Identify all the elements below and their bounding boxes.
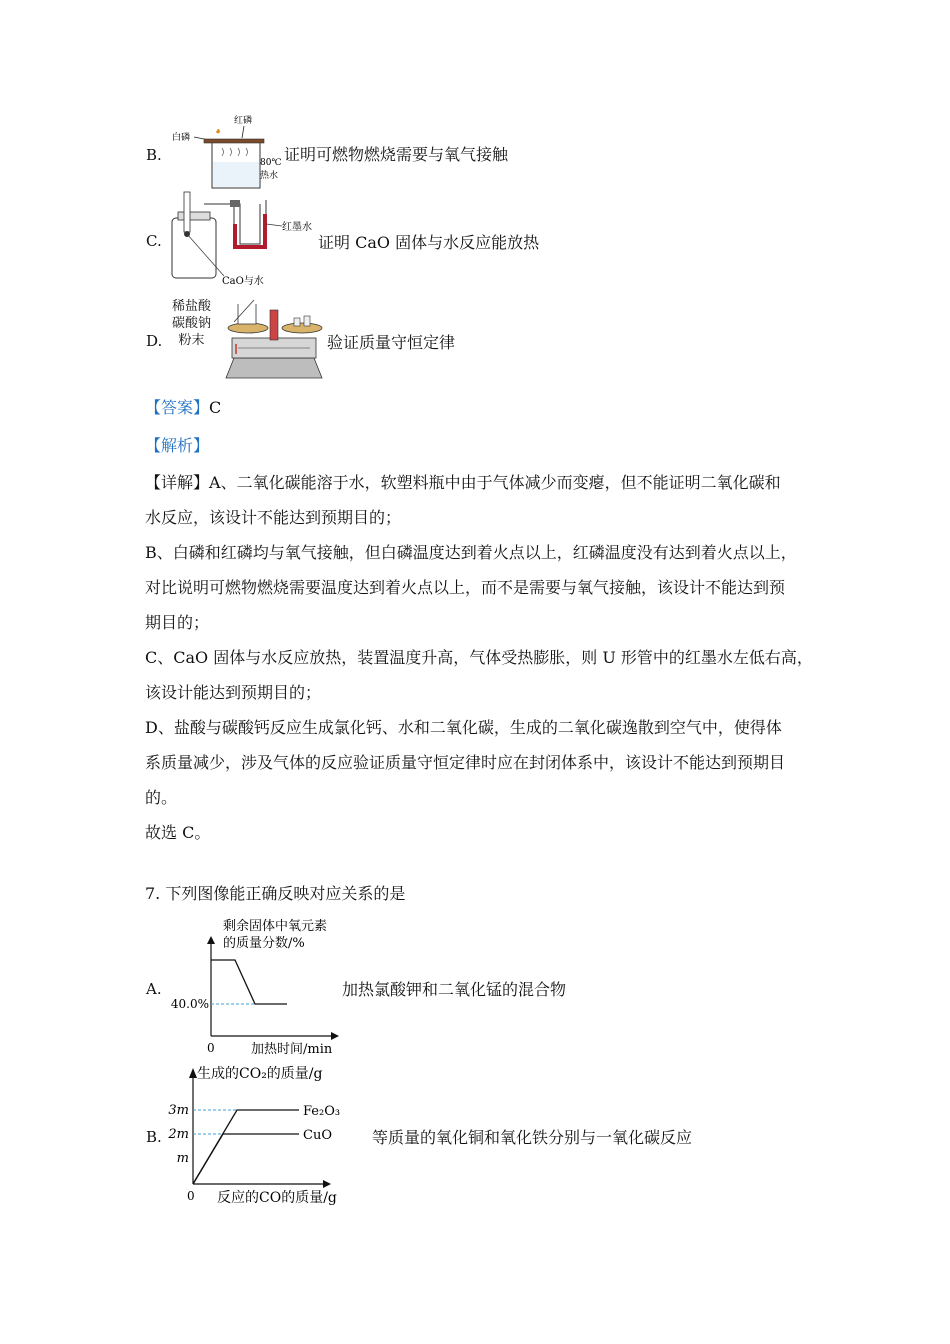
q7-b-ylabel: 生成的CO₂的质量/g — [197, 1066, 323, 1082]
detail-line: 故选 C。 — [145, 823, 211, 842]
detail-line: 的。 — [145, 788, 178, 807]
label-cao-water: CaO与水 — [222, 276, 264, 287]
q7-a-ylabel-1: 剩余固体中氧元素 — [223, 919, 328, 934]
detail-line: 【详解】A、二氧化碳能溶于水，软塑料瓶中由于气体减少而变瘪，但不能证明二氧化碳和 — [145, 473, 781, 492]
label-hot-water: 热水 — [260, 171, 279, 181]
label-powder: 粉末 — [178, 333, 205, 348]
q7-a-y-arrow — [207, 936, 215, 944]
q7-b-text: 等质量的氧化铜和氧化铁分别与一氧化碳反应 — [372, 1128, 693, 1147]
q7-b-origin: 0 — [187, 1189, 195, 1203]
detail-line: 期目的； — [145, 613, 210, 632]
label-sodium-carbonate: 碳酸钠 — [172, 316, 212, 331]
q7-a-ylabel-2: 的质量分数/% — [223, 936, 305, 951]
cao-water-apparatus-diagram — [164, 190, 314, 290]
detail-block — [145, 473, 813, 858]
label-80c: 80℃ — [260, 158, 282, 168]
label-white-phosphorus: 白磷 — [172, 133, 191, 143]
option-b-letter: B. — [146, 146, 162, 164]
q7-a-xlabel: 加热时间/min — [251, 1042, 333, 1057]
q7-b-series-fe2o3-label: Fe₂O₃ — [303, 1104, 341, 1119]
balance-apparatus-diagram — [220, 294, 328, 384]
detail-line: C、CaO 固体与水反应放热，装置温度升高，气体受热膨胀，则 U 形管中的红墨水左低右高， — [145, 648, 813, 667]
detail-line: D、盐酸与碳酸钙反应生成氯化钙、水和二氧化碳，生成的二氧化碳逸散到空气中，使得体 — [145, 718, 782, 737]
option-c-text: 证明 CaO 固体与水反应能放热 — [318, 233, 540, 252]
q7-a-x-arrow — [331, 1032, 339, 1040]
answer-value: C — [209, 398, 222, 417]
q7-b-tick-3m: 3m — [168, 1103, 189, 1118]
detail-line: 该设计能达到预期目的； — [145, 683, 322, 702]
q7-b-series-fe2o3 — [193, 1110, 299, 1184]
combustion-apparatus-diagram — [164, 112, 284, 192]
answer-line — [145, 398, 221, 418]
q7-b-tick-2m: 2m — [168, 1127, 189, 1142]
option-b-text: 证明可燃物燃烧需要与氧气接触 — [284, 145, 509, 164]
option-d-text: 验证质量守恒定律 — [327, 333, 456, 352]
q7-b-series-cuo-label: CuO — [303, 1128, 332, 1143]
q7-a-text: 加热氯酸钾和二氧化锰的混合物 — [342, 980, 567, 999]
q7-b-letter: B. — [146, 1128, 162, 1146]
label-red-ink: 红墨水 — [282, 222, 312, 233]
option-d-labels — [172, 298, 211, 349]
analysis-tag: 【解析】 — [145, 436, 210, 455]
detail-line: B、白磷和红磷均与氧气接触，但白磷温度达到着火点以上，红磷温度没有达到着火点以上， — [145, 543, 797, 562]
label-red-phosphorus: 红磷 — [234, 116, 253, 126]
q7-b-chart — [165, 1058, 365, 1208]
detail-line: 对比说明可燃物燃烧需要温度达到着火点以上，而不是需要与氧气接触，该设计不能达到预 — [145, 578, 786, 597]
q7-a-origin: 0 — [207, 1041, 215, 1055]
q7-b-xlabel: 反应的CO的质量/g — [217, 1190, 337, 1206]
detail-tag: 【详解】 — [145, 473, 210, 492]
q7-a-letter: A. — [146, 980, 162, 998]
q7-b-tick-m: m — [176, 1151, 189, 1166]
q7-b-x-arrow — [323, 1180, 331, 1188]
question-7-stem: 7. 下列图像能正确反映对应关系的是 — [145, 884, 406, 903]
q7-a-chart — [165, 912, 345, 1062]
q7-b-series-cuo — [193, 1134, 299, 1184]
option-c-letter: C. — [146, 232, 162, 250]
answer-tag: 【答案】 — [145, 398, 210, 417]
q7-b-y-arrow — [189, 1068, 197, 1078]
detail-line: 系质量减少，涉及气体的反应验证质量守恒定律时应在封闭体系中，该设计不能达到预期目 — [145, 753, 786, 772]
detail-line: 水反应，该设计不能达到预期目的； — [145, 508, 402, 527]
q7-a-y-mark: 40.0% — [170, 997, 209, 1011]
label-dilute-hcl: 稀盐酸 — [172, 299, 212, 314]
option-d-letter: D. — [146, 332, 163, 350]
q7-a-curve — [211, 960, 287, 1004]
